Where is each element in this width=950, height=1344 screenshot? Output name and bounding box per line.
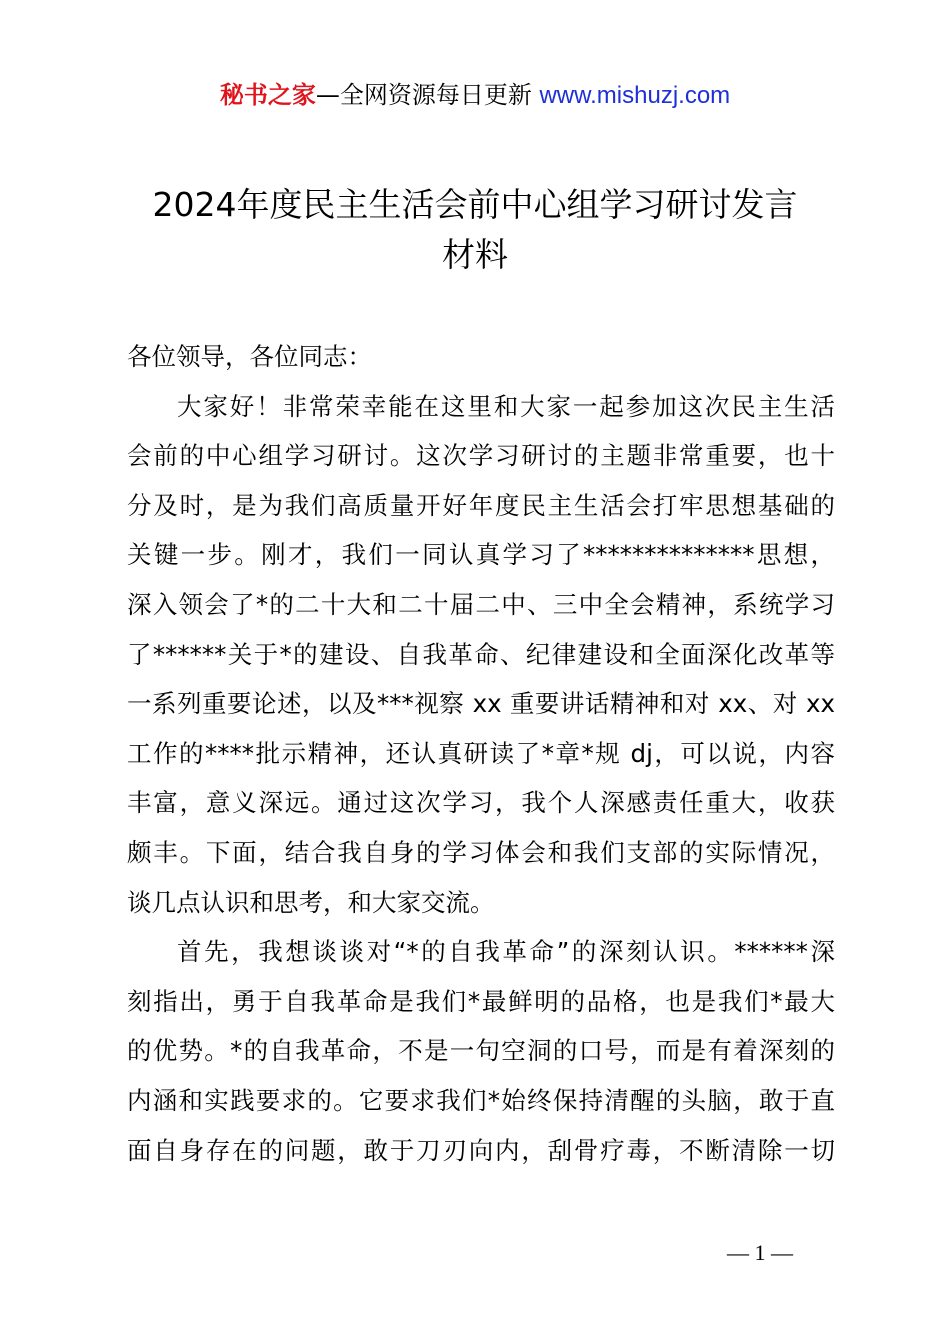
- paragraph-line: 刻指出，勇于自我革命是我们*最鲜明的品格，也是我们*最大: [127, 986, 835, 1016]
- paragraph-line: 会前的中心组学习研讨。这次学习研讨的主题非常重要，也十: [127, 441, 835, 471]
- paragraph-line: 分及时，是为我们高质量开好年度民主生活会打牢思想基础的: [127, 490, 835, 520]
- paragraph-line: 颇丰。下面，结合我自身的学习体会和我们支部的实际情况，: [127, 837, 835, 867]
- document-body: [127, 332, 835, 1175]
- title-line: 材料: [442, 235, 508, 274]
- salutation-text: 各位领导，各位同志：: [127, 342, 372, 371]
- site-header: [0, 78, 950, 113]
- paragraph-line: 丰富，意义深远。通过这次学习，我个人深感责任重大，收获: [127, 788, 835, 818]
- site-url-link[interactable]: www.mishuzj.com: [539, 82, 731, 109]
- paragraph-line: 关键一步。刚才，我们一同认真学习了**************思想，: [127, 540, 835, 570]
- paragraph-line: 首先，我想谈谈对“*的自我革命”的深刻认识。******深: [177, 937, 835, 967]
- title-line: 2024年度民主生活会前中心组学习研讨发言: [152, 185, 798, 224]
- paragraph-line: 面自身存在的问题，敢于刀刃向内，刮骨疗毒，不断清除一切: [127, 1135, 835, 1165]
- paragraph-self-revolution: [127, 927, 835, 1175]
- salutation: [127, 332, 835, 382]
- page-number: — 1 —: [727, 1240, 793, 1265]
- paragraph-line: 谈几点认识和思考，和大家交流。: [127, 887, 495, 917]
- paragraph-line: 深入领会了*的二十大和二十届二中、三中全会精神，系统学习: [127, 589, 835, 619]
- document-title: [100, 180, 850, 280]
- paragraph-line: 的优势。*的自我革命，不是一句空洞的口号，而是有着深刻的: [127, 1036, 835, 1066]
- header-tagline: —全网资源每日更新: [315, 81, 540, 109]
- paragraph-line: 工作的****批示精神，还认真研读了*章*规 dj，可以说，内容: [127, 738, 835, 768]
- paragraph-line: 一系列重要论述，以及***视察 xx 重要讲话精神和对 xx、对 xx: [127, 689, 835, 719]
- brand-name: 秘书之家: [219, 81, 316, 109]
- paragraph-line: 了******关于*的建设、自我革命、纪律建设和全面深化改革等: [127, 639, 835, 669]
- paragraph-opening: [127, 382, 835, 928]
- paragraph-line: 内涵和实践要求的。它要求我们*始终保持清醒的头脑，敢于直: [127, 1085, 835, 1115]
- paragraph-line: 大家好！非常荣幸能在这里和大家一起参加这次民主生活: [177, 391, 835, 421]
